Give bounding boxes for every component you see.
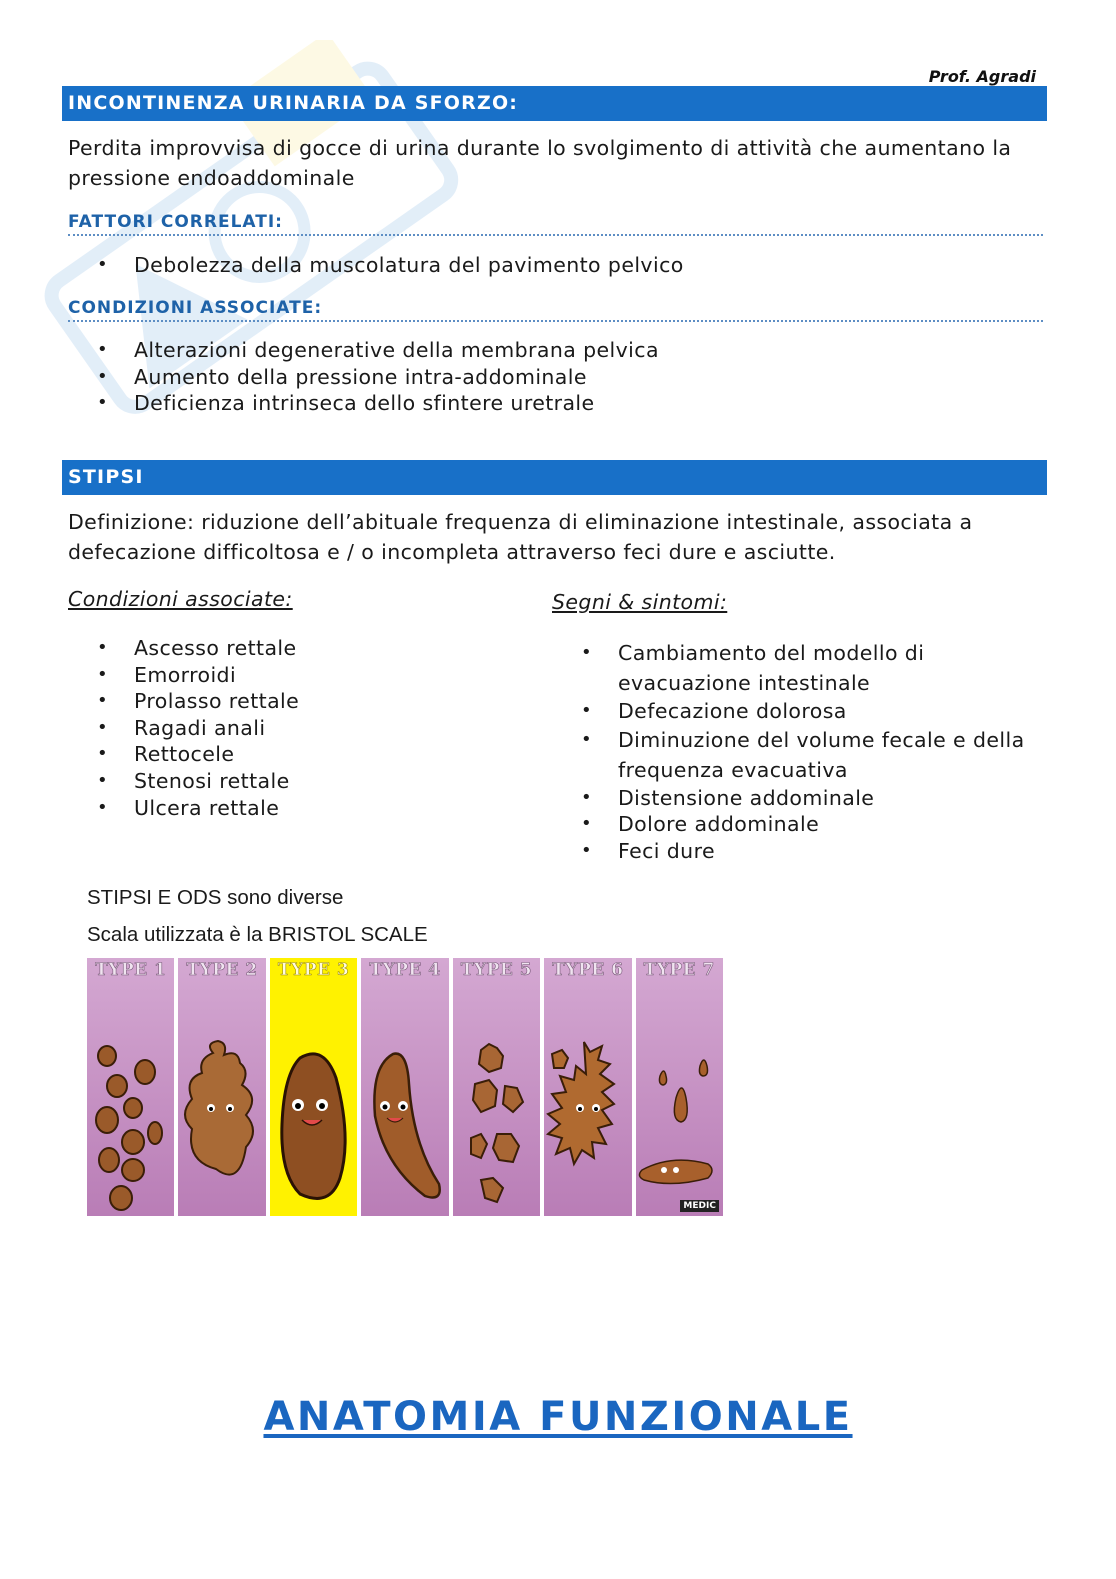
image-credit: MEDIC [680,1200,719,1212]
list-item: • Diminuzione del volume fecale e della frequenza evacuativa [552,725,1052,785]
list-item: • Debolezza della muscolatura del pavimento pelvico [68,250,684,280]
segni-sintomi-col-heading: Segni & sintomi: [552,590,728,614]
anatomia-funzionale-title: ANATOMIA FUNZIONALE [263,1394,853,1440]
stipsi-condizioni-list [68,635,299,821]
stool-type-2-icon [178,958,264,1216]
list-item: • Ulcera rettale [68,795,299,822]
section-incontinenza-title: INCONTINENZA URINARIA DA SFORZO: [62,86,1047,121]
list-item: • Prolasso rettale [68,688,299,715]
bristol-type-label: TYPE 3 [277,960,350,980]
bristol-type-5-panel [453,958,540,1216]
stool-type-6-icon [544,958,630,1216]
list-item: • Alterazioni degenerative della membrana pelvica [68,337,659,364]
bristol-type-label: TYPE 4 [369,960,441,980]
fattori-correlati-heading: FATTORI CORRELATI: [68,212,1043,236]
bristol-type-2-panel [178,958,265,1216]
list-item: • Stenosi rettale [68,768,299,795]
stool-type-7-icon [636,958,722,1216]
list-item: • Dolore addominale [552,811,1052,838]
bristol-type-label: TYPE 7 [643,960,715,980]
list-item: • Deficienza intrinseca dello sfintere uretrale [68,390,659,417]
bristol-type-label: TYPE 1 [95,960,167,980]
section-stipsi-title: STIPSI [62,460,1047,495]
stool-type-1-icon [87,958,173,1216]
list-item: • Defecazione dolorosa [552,698,1052,725]
list-item: • Ragadi anali [68,715,299,742]
bristol-type-1-panel [87,958,174,1216]
list-item: • Ascesso rettale [68,635,299,662]
bristol-type-6-panel [544,958,631,1216]
list-item: • Emorroidi [68,662,299,689]
list-item: • Rettocele [68,741,299,768]
stool-type-3-icon [270,958,356,1216]
bristol-scale-figure [87,958,723,1216]
bristol-type-3-panel [270,958,357,1216]
condizioni-associate-heading: CONDIZIONI ASSOCIATE: [68,298,1043,322]
list-item: • Aumento della pressione intra-addominale [68,364,659,391]
header-author: Prof. Agradi [928,67,1036,86]
incontinenza-definition: Perdita improvvisa di gocce di urina durante lo svolgimento di attività che aumentano la pressione endoaddominale [68,136,1012,190]
list-item: • Distensione addominale [552,785,1052,812]
condizioni-associate-list [68,337,659,417]
bristol-type-7-panel [636,958,723,1216]
fattori-correlati-list [68,250,684,280]
bristol-type-label: TYPE 5 [460,960,533,980]
stool-type-5-icon [453,958,539,1216]
list-item: • Cambiamento del modello di evacuazione intestinale [552,638,1052,698]
stipsi-ods-note: STIPSI E ODS sono diverse [87,886,344,909]
bristol-type-label: TYPE 2 [186,960,258,980]
bristol-type-label: TYPE 6 [552,960,624,980]
list-item: • Feci dure [552,838,1052,865]
condizioni-associate-col-heading: Condizioni associate: [68,587,293,611]
stool-type-4-icon [361,958,447,1216]
stipsi-definition: Definizione: riduzione dell’abituale frequenza di eliminazione intestinale, associata a defecazione difficoltosa e / o incompleta attraverso feci dure e asciutte. [68,510,973,564]
segni-sintomi-list [552,638,1052,864]
bristol-scale-note: Scala utilizzata è la BRISTOL SCALE [87,923,428,946]
bristol-type-4-panel [361,958,448,1216]
